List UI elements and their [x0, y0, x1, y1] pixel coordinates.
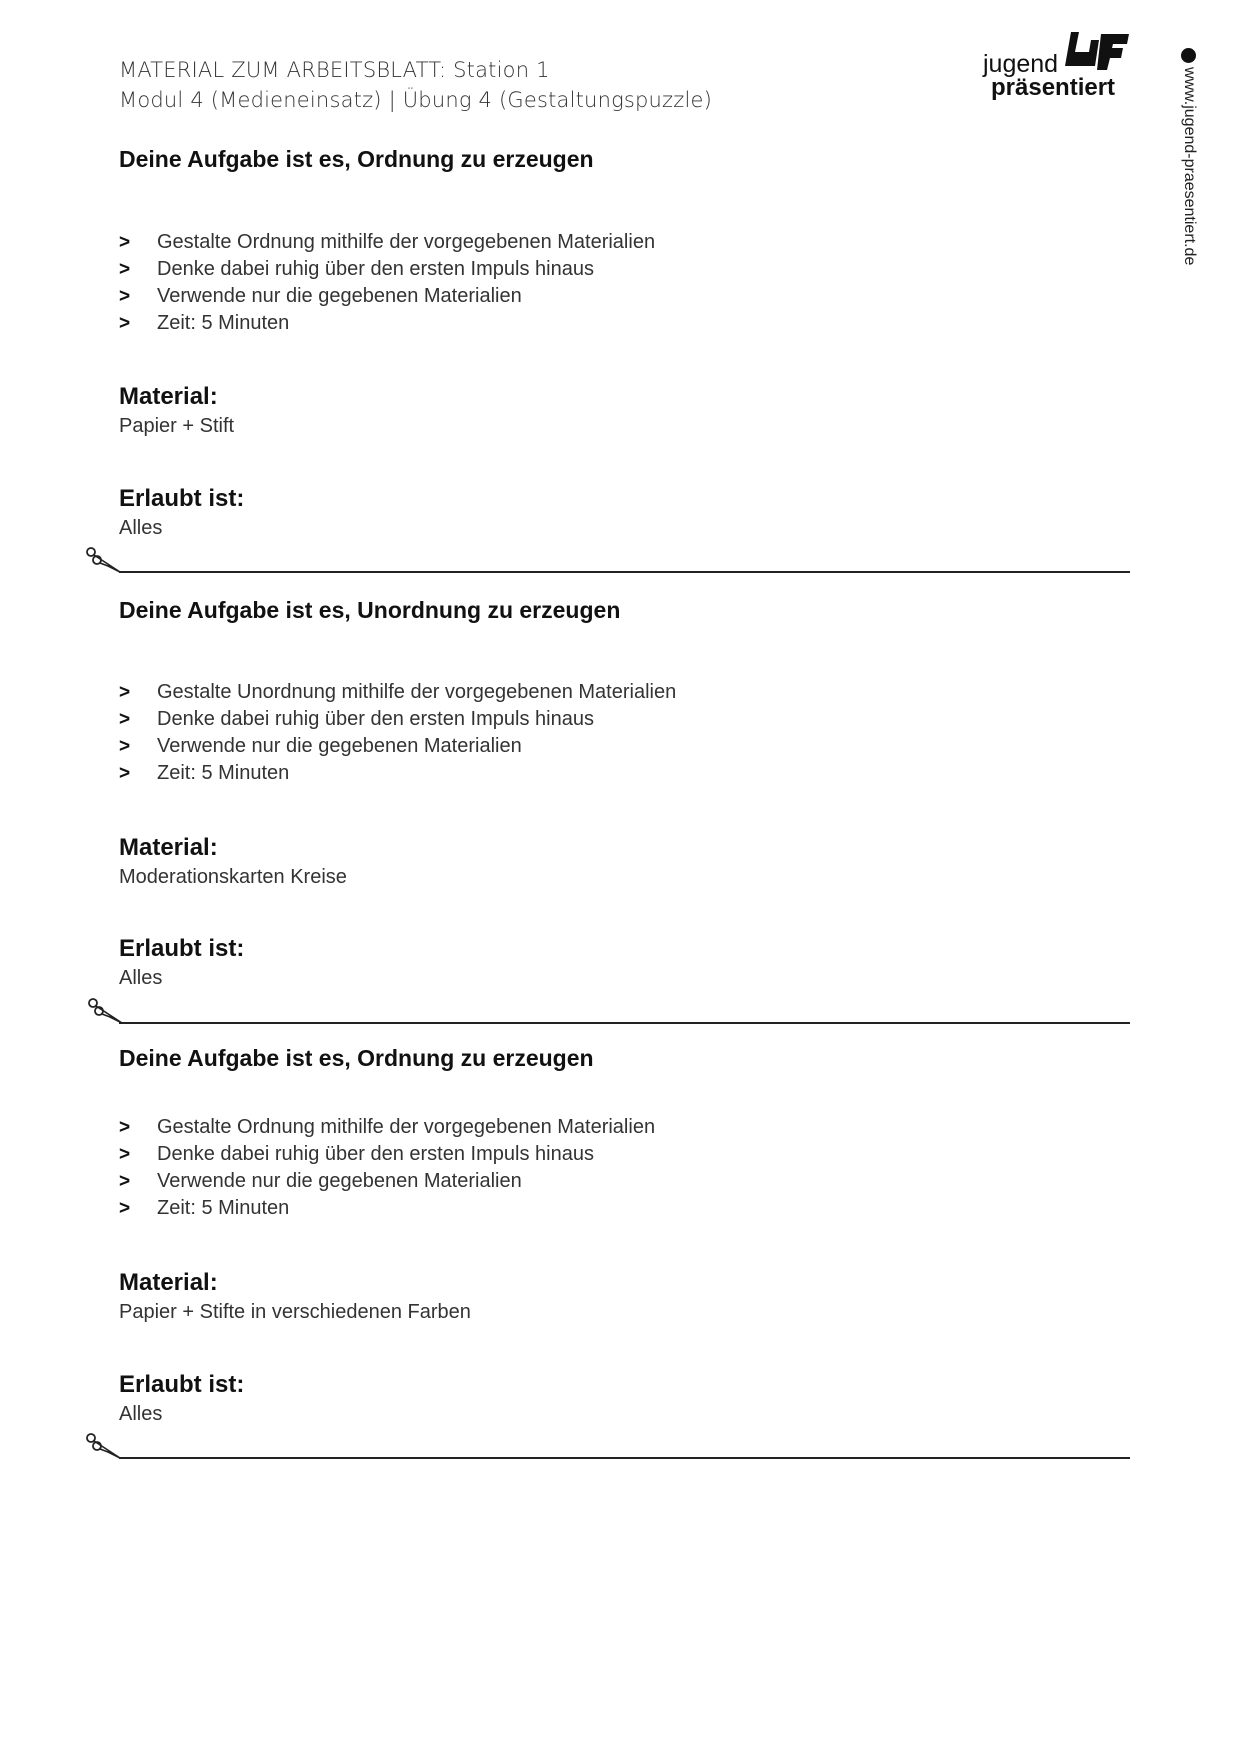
arrow-bullet-icon: > [119, 1117, 131, 1138]
allowed-value: Alles [119, 1403, 163, 1425]
material-label: Material: [119, 834, 218, 861]
list-item: > Zeit: 5 Minuten [119, 310, 655, 337]
jugend-praesentiert-logo [983, 30, 1133, 105]
arrow-bullet-icon: > [119, 1171, 131, 1192]
header-subtitle: Modul 4 (Medieneinsatz) | Übung 4 (Gestaltungspuzzle) [119, 88, 713, 112]
scissors-icon [84, 997, 124, 1027]
material-value: Papier + Stift [119, 415, 235, 437]
list-item: > Denke dabei ruhig über den ersten Impuls hinaus [119, 706, 676, 733]
list-item: > Verwende nur die gegebenen Materialien [119, 733, 676, 760]
allowed-label: Erlaubt ist: [119, 935, 245, 962]
globe-icon [1182, 48, 1197, 63]
arrow-bullet-icon: > [119, 1198, 131, 1219]
material-label: Material: [119, 1269, 218, 1296]
arrow-bullet-icon: > [119, 313, 131, 334]
logo-word-praesentiert: präsentiert [991, 74, 1116, 101]
list-item: > Denke dabei ruhig über den ersten Impuls hinaus [119, 256, 655, 283]
cut-line [84, 997, 1130, 1023]
logo-mark-icon [1061, 30, 1131, 72]
arrow-bullet-icon: > [119, 709, 131, 730]
list-item: > Verwende nur die gegebenen Materialien [119, 283, 655, 310]
arrow-bullet-icon: > [119, 763, 131, 784]
arrow-bullet-icon: > [119, 736, 131, 757]
side-url[interactable] [1172, 48, 1202, 278]
list-item: > Gestalte Ordnung mithilfe der vorgegebenen Materialien [119, 229, 655, 256]
arrow-bullet-icon: > [119, 286, 131, 307]
allowed-label: Erlaubt ist: [119, 1371, 245, 1398]
task-title: Deine Aufgabe ist es, Unordnung zu erzeugen [119, 597, 621, 623]
logo-word-jugend: jugend [983, 50, 1059, 78]
scissors-icon [84, 546, 124, 576]
material-value: Papier + Stifte in verschiedenen Farben [119, 1301, 471, 1323]
scissors-icon [84, 1432, 124, 1462]
arrow-bullet-icon: > [119, 1144, 131, 1165]
list-item: > Zeit: 5 Minuten [119, 1195, 655, 1222]
task-list [119, 229, 655, 337]
cut-line [84, 1432, 1130, 1458]
allowed-value: Alles [119, 517, 163, 539]
arrow-bullet-icon: > [119, 682, 131, 703]
allowed-label: Erlaubt ist: [119, 485, 245, 512]
allowed-value: Alles [119, 967, 163, 989]
list-item: > Gestalte Ordnung mithilfe der vorgegebenen Materialien [119, 1114, 655, 1141]
list-item: > Denke dabei ruhig über den ersten Impuls hinaus [119, 1141, 655, 1168]
document-header [119, 55, 712, 115]
list-item: > Gestalte Unordnung mithilfe der vorgegebenen Materialien [119, 679, 676, 706]
task-list [119, 679, 676, 787]
task-title: Deine Aufgabe ist es, Ordnung zu erzeugen [119, 1045, 594, 1071]
material-label: Material: [119, 383, 218, 410]
task-title: Deine Aufgabe ist es, Ordnung zu erzeugen [119, 146, 594, 172]
arrow-bullet-icon: > [119, 259, 131, 280]
header-title: MATERIAL ZUM ARBEITSBLATT: Station 1 [119, 58, 550, 82]
cut-line [84, 546, 1130, 572]
side-url-text[interactable]: www.jugend-praesentiert.de [1181, 67, 1198, 266]
list-item: > Zeit: 5 Minuten [119, 760, 676, 787]
material-value: Moderationskarten Kreise [119, 866, 347, 888]
list-item: > Verwende nur die gegebenen Materialien [119, 1168, 655, 1195]
arrow-bullet-icon: > [119, 232, 131, 253]
task-list [119, 1114, 655, 1222]
